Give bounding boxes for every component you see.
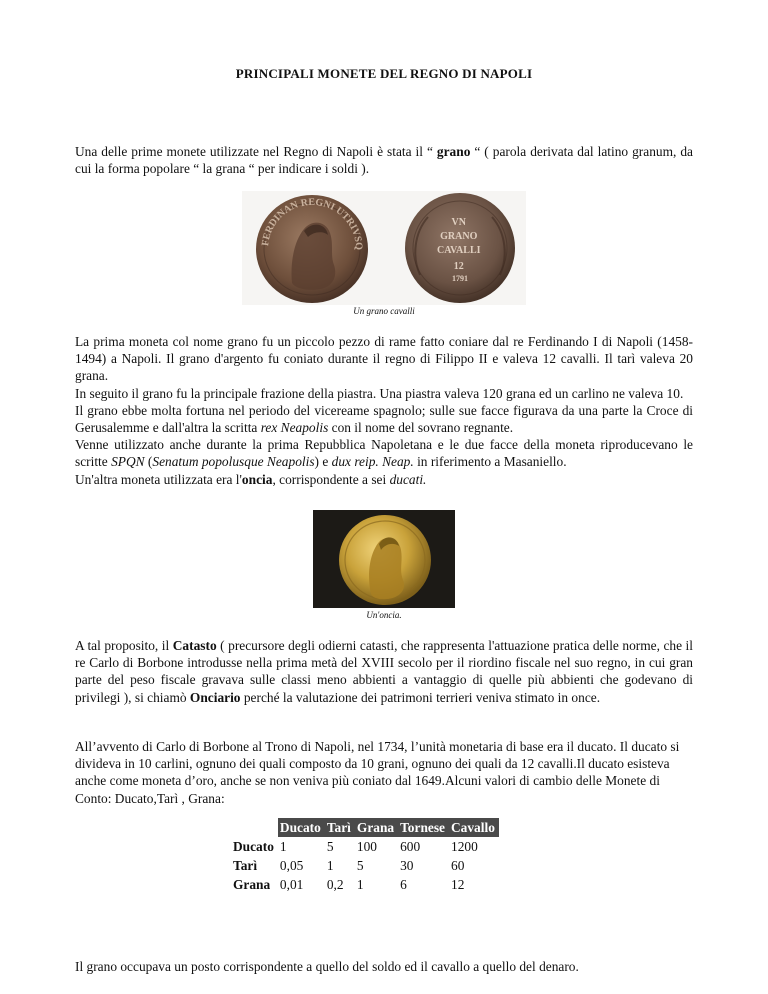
table-header-cell: Tarì <box>325 818 355 837</box>
table-cell: 0,2 <box>326 876 344 892</box>
table-header-cell: Cavallo <box>449 818 499 837</box>
table-cell: 30 <box>400 857 414 873</box>
closing-paragraph: Il grano occupava un posto corrispondente a quello del soldo ed il cavallo a quello del denaro. <box>75 959 579 974</box>
table-row-label: Ducato <box>233 838 274 854</box>
catasto-text-mid: ( precursore degli odierni catasti, che rappresenta l'attuazione pratica delle norme, che il re Carlo di Borbone introdusse nella prima metà del XVIII secolo per il riordino fiscale nel suo regno, in cui gran parte del peso fiscale gravava sulle classi meno abbienti a vantaggio di quelle più abbienti che godevano di privilegi ), si chiamò <box>75 638 693 705</box>
table-cell: 60 <box>451 857 465 873</box>
grano-coin-svg <box>242 191 526 305</box>
rex-neapolis-italic: rex Neapolis <box>260 420 329 436</box>
oncia-bold: oncia <box>241 471 273 487</box>
intro-text-end: “ ( parola derivata dal latino granum, da cui la forma popolare “ la grana “ per indicare i soldi ). <box>75 144 693 177</box>
grano-bold: grano <box>436 144 471 159</box>
history-p1: La prima moneta col nome grano fu un piccolo pezzo di rame fatto coniare dal re Ferdinando I di Napoli (1458-1494) a Napoli. Il grano d'argento fu coniato durante il regno di Filippo II e valeva 12 cavalli. Il tarì valeva 20 grana. <box>75 334 693 384</box>
oncia-coin-svg <box>313 510 455 608</box>
carlo-paragraph: All’avvento di Carlo di Borbone al Trono di Napoli, nel 1734, l’unità monetaria di base era il ducato. Il ducato si divideva in 10 carlini, ognuno dei quali composto da 10 grani, ognuno dei quali da 12 cavalli.Il ducato esisteva anche come moneta d’oro, anche se non veniva più coniato dal 1649.Alcuni valori di cambio delle Monete di Conto: Ducato,Tarì , Grana: <box>75 739 680 806</box>
exchange-rate-table <box>231 818 499 894</box>
grano-caption: Un grano cavalli <box>353 306 415 316</box>
catasto-bold: Catasto <box>172 638 217 653</box>
spqn-italic: SPQN <box>111 454 145 470</box>
svg-text:VN GRANO CAVAL: VN GRANO CAVALLI 12 1791 <box>436 217 481 283</box>
dux-reip-italic: dux reip. Neap. <box>331 454 414 470</box>
catasto-text: A tal proposito, il <box>75 638 173 653</box>
table-row <box>231 875 499 894</box>
table-cell: 1 <box>279 838 287 854</box>
grano-reverse <box>405 193 515 303</box>
history-p4: Venne utilizzato anche durante la prima Repubblica Napoletana e le due facce della moneta riproducevano le scritte <box>75 437 693 470</box>
history-p5: Un'altra moneta utilizzata era l' <box>75 471 242 487</box>
grano-coin-image <box>242 191 526 305</box>
table-row-label: Grana <box>233 876 271 892</box>
table-cell: 100 <box>356 838 377 854</box>
page-title: PRINCIPALI MONETE DEL REGNO DI NAPOLI <box>235 66 533 81</box>
history-p4-c: ) e <box>314 454 332 470</box>
history-p2: In seguito il grano fu la principale frazione della piastra. Una piastra valeva 120 grana ed un carlino ne valeva 10. <box>75 385 684 401</box>
table-corner-cell <box>231 818 278 837</box>
table-cell: 600 <box>400 838 421 854</box>
table-row-label: Tarì <box>233 857 258 873</box>
table-cell: 6 <box>400 876 407 892</box>
table-cell: 5 <box>356 857 364 873</box>
catasto-paragraph <box>75 637 693 706</box>
senatum-italic: Senatum popolusque Neapolis <box>152 454 315 470</box>
history-paragraph <box>75 333 693 488</box>
table-cell: 0,01 <box>279 876 304 892</box>
table-cell: 1 <box>356 876 364 892</box>
table-cell: 0,05 <box>279 857 304 873</box>
svg-text:FERDINAN REGNI UTRIVSQUE SICIL: FERDINAN REGNI UTRIVSQ <box>260 196 365 251</box>
catasto-text-end: perché la valutazione dei patrimoni terrieri veniva stimato in once. <box>240 689 601 705</box>
history-p4-b: ( <box>144 454 153 470</box>
intro-text: Una delle prime monete utilizzate nel Regno di Napoli è stata il “ <box>75 144 437 159</box>
history-p4-d: in riferimento a Masaniello. <box>413 454 567 470</box>
history-p3: Il grano ebbe molta fortuna nel periodo del vicereame spagnolo; sulle sue facce figurava da una parte la Croce di Gerusalemme e dall'altra la scritta <box>75 402 693 436</box>
table-row <box>231 837 499 856</box>
table-cell: 5 <box>326 838 334 854</box>
oncia-caption: Un'oncia. <box>366 610 402 620</box>
table-header-cell: Grana <box>355 818 398 837</box>
table-header-cell: Tornese <box>398 818 449 837</box>
table-cell: 12 <box>451 876 465 892</box>
table-row <box>231 856 499 875</box>
table-header-row <box>231 818 499 837</box>
table-cell: 1 <box>326 857 334 873</box>
oncia-coin-image <box>313 510 455 608</box>
onciario-bold: Onciario <box>189 689 241 705</box>
table-header-cell: Ducato <box>278 818 325 837</box>
intro-paragraph <box>75 143 693 177</box>
table-cell: 1200 <box>451 838 478 854</box>
history-p3-end: con il nome del sovrano regnante. <box>328 420 514 436</box>
history-p5-mid: , corrispondente a sei <box>272 471 390 487</box>
ducati-italic: ducati. <box>389 471 427 487</box>
